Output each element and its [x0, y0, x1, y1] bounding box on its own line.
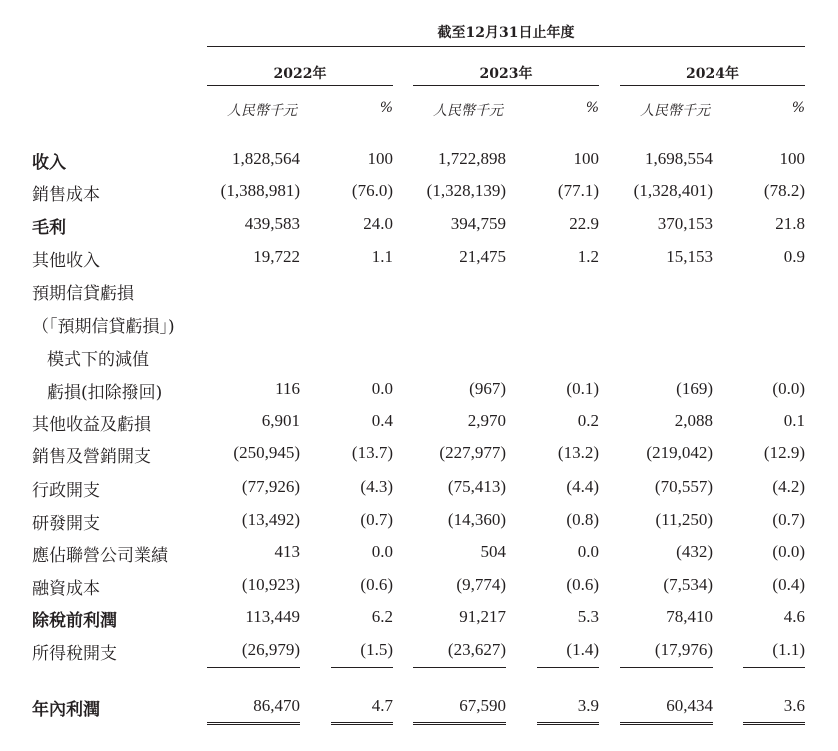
table-row — [0, 312, 838, 345]
amount-cell: (13,492) — [241, 510, 300, 529]
percent-cell: 0.2 — [577, 411, 599, 430]
subtotal-rule-c1 — [331, 667, 393, 668]
amount-cell: 2,088 — [674, 411, 713, 430]
percent-cell: 100 — [367, 149, 393, 168]
amount-cell: 1,698,554 — [645, 149, 713, 168]
amount-cell: 2,970 — [467, 411, 506, 430]
percent-cell: 0.4 — [371, 411, 393, 430]
subtotal-rule-c0 — [207, 667, 300, 668]
table-row — [0, 541, 838, 574]
percent-cell: 22.9 — [569, 214, 599, 233]
amount-cell: 439,583 — [244, 214, 300, 233]
amount-cell: (77,926) — [241, 477, 300, 496]
year-rule-2022 — [207, 85, 393, 86]
row-label: 其他收益及虧損 — [32, 415, 151, 435]
percent-cell: (4.2) — [772, 477, 805, 496]
table-row — [0, 148, 838, 181]
row-label: 行政開支 — [32, 481, 100, 501]
percent-cell: (0.1) — [566, 379, 599, 398]
amount-cell: (17,976) — [654, 640, 713, 659]
percent-cell: 0.9 — [783, 247, 805, 266]
year-rule-2023 — [413, 85, 599, 86]
row-label: 研發開支 — [32, 514, 100, 534]
table-row — [0, 574, 838, 607]
row-label: 毛利 — [32, 218, 66, 238]
percent-cell: (0.7) — [360, 510, 393, 529]
amount-cell: (23,627) — [447, 640, 506, 659]
amount-cell: (169) — [676, 379, 713, 398]
percent-cell: (13.2) — [557, 443, 599, 462]
amount-cell: 21,475 — [459, 247, 506, 266]
amount-cell: (1,388,981) — [220, 181, 300, 200]
row-label: 銷售成本 — [32, 185, 100, 205]
row-label: 收入 — [32, 153, 66, 173]
row-label: 除稅前利潤 — [32, 611, 117, 631]
percent-cell: (12.9) — [763, 443, 805, 462]
percent-cell: 0.1 — [783, 411, 805, 430]
row-label: 所得稅開支 — [32, 644, 117, 664]
total-double-rule-c0 — [207, 722, 300, 725]
percent-cell: 0.0 — [371, 379, 393, 398]
unit-percent-2022: % — [379, 100, 393, 116]
percent-cell: 100 — [779, 149, 805, 168]
amount-cell: (227,977) — [439, 443, 506, 462]
percent-cell: (1.4) — [566, 640, 599, 659]
percent-cell: 1.1 — [371, 247, 393, 266]
amount-cell: 394,759 — [450, 214, 506, 233]
amount-cell: 413 — [274, 542, 300, 561]
table-row — [0, 246, 838, 279]
row-label: 預期信貸虧損 — [32, 284, 134, 304]
amount-cell: (219,042) — [646, 443, 713, 462]
amount-cell: (10,923) — [241, 575, 300, 594]
amount-cell: 91,217 — [459, 607, 506, 626]
percent-cell: 3.9 — [577, 696, 599, 715]
amount-cell: (11,250) — [655, 510, 713, 529]
amount-cell: (26,979) — [241, 640, 300, 659]
percent-cell: (4.3) — [360, 477, 393, 496]
percent-cell: (0.6) — [566, 575, 599, 594]
row-label: 銷售及營銷開支 — [32, 447, 151, 467]
row-label: 其他收入 — [32, 251, 100, 271]
amount-cell: 15,153 — [666, 247, 713, 266]
unit-amount-2024: 人民幣千元 — [640, 103, 710, 119]
amount-cell: 19,722 — [253, 247, 300, 266]
percent-cell: 3.6 — [783, 696, 805, 715]
total-double-rule-c5 — [743, 722, 805, 725]
percent-cell: 100 — [573, 149, 599, 168]
total-double-rule-c1 — [331, 722, 393, 725]
amount-cell: (1,328,401) — [633, 181, 713, 200]
row-label: 模式下的減值 — [47, 350, 149, 370]
amount-cell: 67,590 — [459, 696, 506, 715]
year-header-2023: 2023年 — [479, 66, 533, 82]
row-label: 虧損(扣除撥回) — [47, 383, 163, 403]
percent-cell: 5.3 — [577, 607, 599, 626]
percent-cell: 0.0 — [371, 542, 393, 561]
row-label: 年內利潤 — [32, 700, 100, 720]
header-rule — [207, 46, 805, 47]
percent-cell: (77.1) — [557, 181, 599, 200]
table-row — [0, 476, 838, 509]
table-row — [0, 509, 838, 542]
table-row — [0, 180, 838, 213]
amount-cell: (250,945) — [233, 443, 300, 462]
amount-cell: 1,722,898 — [438, 149, 506, 168]
total-double-rule-c4 — [620, 722, 713, 725]
period-header: 截至12月31日止年度 — [437, 25, 575, 41]
percent-cell: (0.6) — [360, 575, 393, 594]
year-rule-2024 — [620, 85, 805, 86]
subtotal-rule-c5 — [743, 667, 805, 668]
percent-cell: (0.8) — [566, 510, 599, 529]
amount-cell: 60,434 — [666, 696, 713, 715]
amount-cell: 6,901 — [261, 411, 300, 430]
percent-cell: (78.2) — [763, 181, 805, 200]
unit-amount-2023: 人民幣千元 — [433, 103, 503, 119]
total-double-rule-c2 — [413, 722, 506, 725]
amount-cell: (1,328,139) — [426, 181, 506, 200]
percent-cell: (4.4) — [566, 477, 599, 496]
percent-cell: 1.2 — [577, 247, 599, 266]
amount-cell: (70,557) — [654, 477, 713, 496]
total-double-rule-c3 — [537, 722, 599, 725]
row-label: （「預期信貸虧損」) — [32, 317, 175, 337]
amount-cell: (967) — [469, 379, 506, 398]
amount-cell: (432) — [676, 542, 713, 561]
percent-cell: (0.4) — [772, 575, 805, 594]
percent-cell: (1.1) — [772, 640, 805, 659]
percent-cell: (13.7) — [351, 443, 393, 462]
unit-amount-2022: 人民幣千元 — [227, 103, 297, 119]
table-row — [0, 378, 838, 411]
amount-cell: 78,410 — [666, 607, 713, 626]
percent-cell: (76.0) — [351, 181, 393, 200]
subtotal-rule-c3 — [537, 667, 599, 668]
row-label: 應佔聯營公司業績 — [32, 546, 168, 566]
unit-percent-2024: % — [791, 100, 805, 116]
table-row — [0, 279, 838, 312]
percent-cell: 4.7 — [371, 696, 393, 715]
percent-cell: (1.5) — [360, 640, 393, 659]
row-label: 融資成本 — [32, 579, 100, 599]
amount-cell: 1,828,564 — [232, 149, 300, 168]
percent-cell: (0.0) — [772, 379, 805, 398]
subtotal-rule-c4 — [620, 667, 713, 668]
percent-cell: (0.7) — [772, 510, 805, 529]
percent-cell: 21.8 — [775, 214, 805, 233]
percent-cell: 4.6 — [783, 607, 805, 626]
percent-cell: (0.0) — [772, 542, 805, 561]
subtotal-rule-c2 — [413, 667, 506, 668]
year-header-2022: 2022年 — [273, 66, 327, 82]
amount-cell: (75,413) — [447, 477, 506, 496]
amount-cell: 504 — [480, 542, 506, 561]
amount-cell: (9,774) — [456, 575, 506, 594]
table-row — [0, 345, 838, 378]
table-row — [0, 442, 838, 475]
table-row — [0, 410, 838, 443]
amount-cell: 116 — [275, 379, 300, 398]
table-row — [0, 606, 838, 639]
table-row — [0, 213, 838, 246]
amount-cell: 86,470 — [253, 696, 300, 715]
amount-cell: (14,360) — [447, 510, 506, 529]
amount-cell: 370,153 — [657, 214, 713, 233]
percent-cell: 0.0 — [577, 542, 599, 561]
percent-cell: 24.0 — [363, 214, 393, 233]
amount-cell: (7,534) — [663, 575, 713, 594]
percent-cell: 6.2 — [371, 607, 393, 626]
year-header-2024: 2024年 — [686, 66, 739, 82]
amount-cell: 113,449 — [245, 607, 300, 626]
unit-percent-2023: % — [585, 100, 599, 116]
